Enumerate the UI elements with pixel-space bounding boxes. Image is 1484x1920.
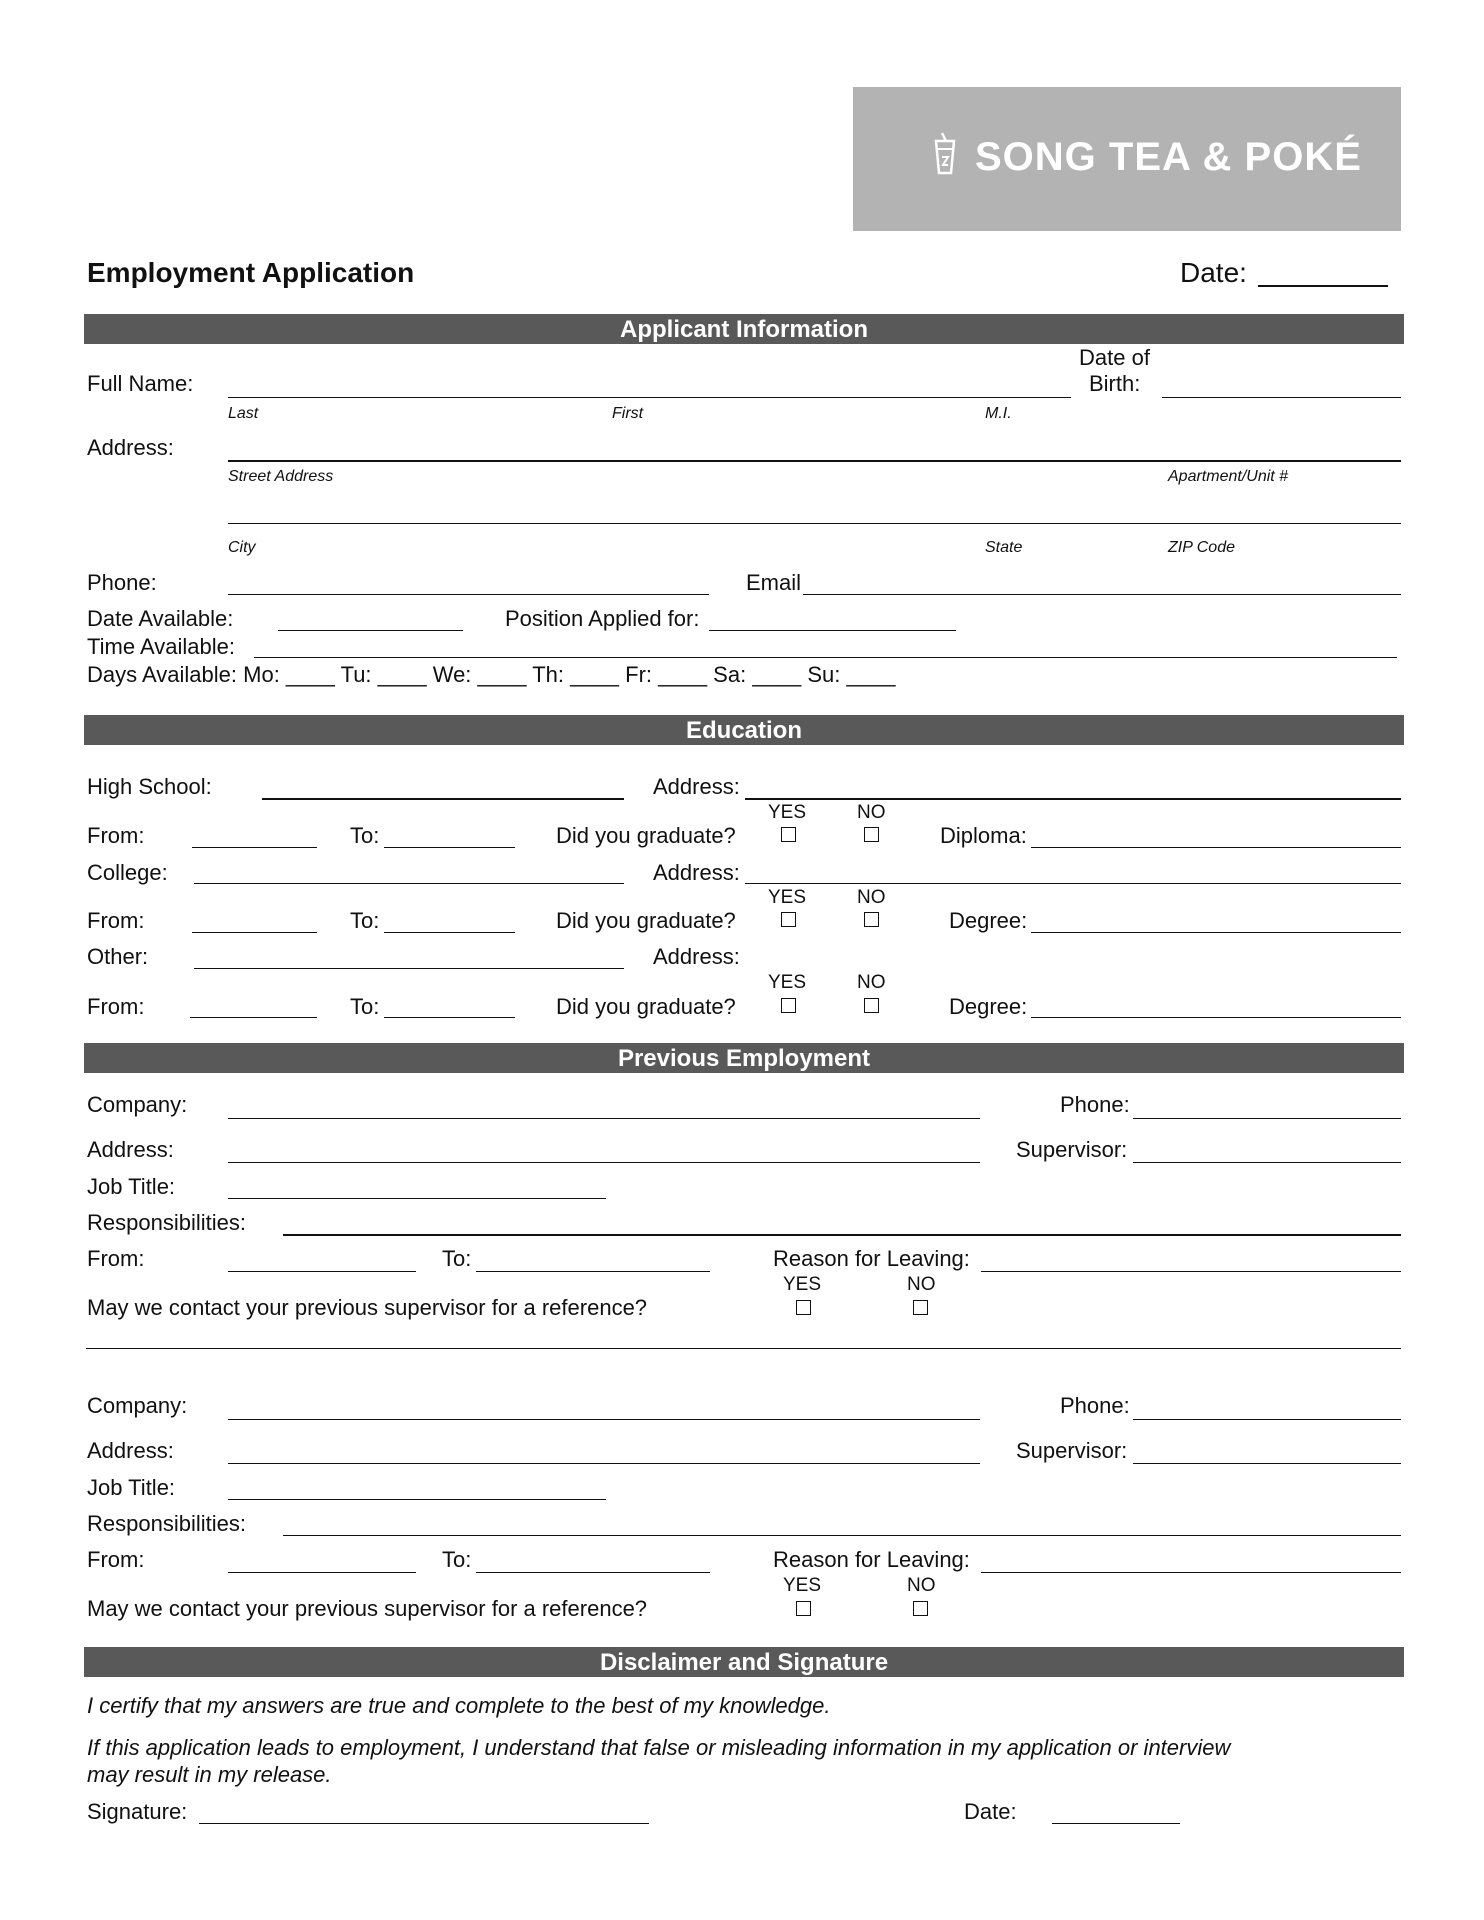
contact-yes-checkbox[interactable] <box>796 1601 811 1616</box>
contact-no-checkbox[interactable] <box>913 1601 928 1616</box>
other-graduate-yes-checkbox[interactable] <box>781 998 796 1013</box>
job-title-line[interactable] <box>228 1499 606 1500</box>
contact-question: May we contact your previous supervisor for a reference? <box>87 1295 648 1320</box>
position-label: Position Applied for: <box>505 606 700 631</box>
section-header-education: Education <box>84 715 1404 745</box>
employer-phone-line[interactable] <box>1133 1118 1401 1119</box>
phone-label: Phone: <box>87 570 157 595</box>
responsibilities-label: Responsibilities: <box>87 1511 246 1536</box>
contact-no-checkbox[interactable] <box>913 1300 928 1315</box>
no-caption: NO <box>857 972 886 993</box>
employment-to-line[interactable] <box>476 1271 710 1272</box>
disclaimer-release-line1: If this application leads to employment, I understand that false or misleading information in my application or interview <box>87 1735 1231 1760</box>
employer-phone-label: Phone: <box>1060 1092 1130 1117</box>
reason-leaving-label: Reason for Leaving: <box>773 1246 970 1271</box>
street-address-caption: Street Address <box>228 468 334 485</box>
signature-line[interactable] <box>199 1823 649 1824</box>
job-title-label: Job Title: <box>87 1174 176 1199</box>
full-name-label: Full Name: <box>87 371 194 396</box>
date-available-line[interactable] <box>278 630 463 631</box>
college-label: College: <box>87 860 168 885</box>
email-line[interactable] <box>803 594 1401 595</box>
yes-caption: YES <box>768 802 807 823</box>
other-address-label: Address: <box>653 944 740 969</box>
college-to-line[interactable] <box>384 932 515 933</box>
employer-address-label: Address: <box>87 1438 174 1463</box>
other-label: Other: <box>87 944 149 969</box>
other-from-label: From: <box>87 994 145 1019</box>
zip-caption: ZIP Code <box>1168 539 1235 556</box>
disclaimer-release-line2: may result in my release. <box>87 1762 332 1787</box>
hs-graduate-label: Did you graduate? <box>556 823 736 848</box>
other-degree-label: Degree: <box>949 994 1028 1019</box>
company-label: Company: <box>87 1393 188 1418</box>
supervisor-label: Supervisor: <box>1016 1438 1128 1463</box>
yes-caption: YES <box>768 887 807 908</box>
signature-date-label: Date: <box>964 1799 1017 1824</box>
supervisor-line[interactable] <box>1133 1463 1401 1464</box>
disclaimer-certify: I certify that my answers are true and complete to the best of my knowledge. <box>87 1693 831 1718</box>
other-from-line[interactable] <box>190 1017 317 1018</box>
phone-line[interactable] <box>228 594 709 595</box>
job-title-line[interactable] <box>228 1198 606 1199</box>
section-header-applicant: Applicant Information <box>84 314 1404 344</box>
dob-line[interactable] <box>1162 397 1401 398</box>
page-title: Employment Application <box>87 257 415 288</box>
street-address-line[interactable] <box>228 460 1401 462</box>
header-date-line[interactable] <box>1258 285 1388 287</box>
header-date-label: Date: <box>1180 257 1247 288</box>
other-line[interactable] <box>194 968 624 969</box>
high-school-address-label: Address: <box>653 774 740 799</box>
tea-cup-icon <box>933 131 957 177</box>
section-header-disclaimer: Disclaimer and Signature <box>84 1647 1404 1677</box>
yes-caption: YES <box>768 972 807 993</box>
address-label: Address: <box>87 435 174 460</box>
reason-leaving-label: Reason for Leaving: <box>773 1547 970 1572</box>
time-available-line[interactable] <box>254 657 1397 658</box>
college-from-line[interactable] <box>192 932 317 933</box>
employment-from-label: From: <box>87 1547 145 1572</box>
hs-from-label: From: <box>87 823 145 848</box>
yes-caption: YES <box>783 1575 822 1596</box>
other-to-line[interactable] <box>384 1017 515 1018</box>
company-line[interactable] <box>228 1419 980 1420</box>
no-caption: NO <box>857 802 886 823</box>
employment-to-label: To: <box>442 1547 472 1572</box>
hs-graduate-no-checkbox[interactable] <box>864 827 879 842</box>
high-school-label: High School: <box>87 774 212 799</box>
no-caption: NO <box>907 1274 936 1295</box>
hs-graduate-yes-checkbox[interactable] <box>781 827 796 842</box>
date-available-label: Date Available: <box>87 606 234 631</box>
last-name-caption: Last <box>228 405 259 422</box>
other-graduate-no-checkbox[interactable] <box>864 998 879 1013</box>
employer-phone-label: Phone: <box>1060 1393 1130 1418</box>
diploma-label: Diploma: <box>940 823 1027 848</box>
contact-question: May we contact your previous supervisor for a reference? <box>87 1596 648 1621</box>
state-caption: State <box>985 539 1023 556</box>
high-school-address-line[interactable] <box>745 798 1401 800</box>
company-line[interactable] <box>228 1118 980 1119</box>
city-caption: City <box>228 539 256 556</box>
responsibilities-label: Responsibilities: <box>87 1210 246 1235</box>
no-caption: NO <box>857 887 886 908</box>
employment-from-label: From: <box>87 1246 145 1271</box>
other-graduate-label: Did you graduate? <box>556 994 736 1019</box>
diploma-line[interactable] <box>1031 847 1401 848</box>
college-graduate-label: Did you graduate? <box>556 908 736 933</box>
other-to-label: To: <box>350 994 380 1019</box>
first-name-caption: First <box>612 405 644 422</box>
responsibilities-line[interactable] <box>283 1535 1401 1536</box>
yes-caption: YES <box>783 1274 822 1295</box>
supervisor-line[interactable] <box>1133 1162 1401 1163</box>
middle-initial-caption: M.I. <box>985 405 1012 422</box>
employment-from-line[interactable] <box>228 1271 416 1272</box>
employer-divider <box>86 1348 1401 1349</box>
employer-address-line[interactable] <box>228 1463 980 1464</box>
college-address-line[interactable] <box>745 883 1401 884</box>
apartment-caption: Apartment/Unit # <box>1168 468 1289 485</box>
full-name-line[interactable] <box>228 397 1071 398</box>
position-line[interactable] <box>709 630 956 631</box>
reason-leaving-line[interactable] <box>981 1271 1401 1272</box>
days-available[interactable]: Days Available: Mo: ____ Tu: ____ We: ____ Th: ____ Fr: ____ Sa: ____ Su: ____ <box>87 662 896 687</box>
employment-from-line[interactable] <box>228 1572 416 1573</box>
company-label: Company: <box>87 1092 188 1117</box>
signature-date-line[interactable] <box>1052 1823 1180 1824</box>
college-degree-label: Degree: <box>949 908 1028 933</box>
employer-address-label: Address: <box>87 1137 174 1162</box>
job-title-label: Job Title: <box>87 1475 176 1500</box>
other-degree-line[interactable] <box>1031 1017 1401 1018</box>
dob-label-line1: Date of <box>1079 345 1150 370</box>
signature-label: Signature: <box>87 1799 188 1824</box>
hs-from-line[interactable] <box>192 847 317 848</box>
supervisor-label: Supervisor: <box>1016 1137 1128 1162</box>
hs-to-label: To: <box>350 823 380 848</box>
high-school-line[interactable] <box>262 798 624 800</box>
college-graduate-no-checkbox[interactable] <box>864 912 879 927</box>
contact-yes-checkbox[interactable] <box>796 1300 811 1315</box>
reason-leaving-line[interactable] <box>981 1572 1401 1573</box>
college-address-label: Address: <box>653 860 740 885</box>
email-label: Email <box>746 570 802 595</box>
logo-banner <box>853 87 1401 231</box>
college-to-label: To: <box>350 908 380 933</box>
college-from-label: From: <box>87 908 145 933</box>
employment-to-line[interactable] <box>476 1572 710 1573</box>
employment-to-label: To: <box>442 1246 472 1271</box>
section-header-employment: Previous Employment <box>84 1043 1404 1073</box>
dob-label-line2: Birth: <box>1089 371 1141 396</box>
employer-address-line[interactable] <box>228 1162 980 1163</box>
employer-phone-line[interactable] <box>1133 1419 1401 1420</box>
college-graduate-yes-checkbox[interactable] <box>781 912 796 927</box>
city-state-zip-line[interactable] <box>228 523 1401 524</box>
college-line[interactable] <box>194 883 624 884</box>
hs-to-line[interactable] <box>384 847 515 848</box>
college-degree-line[interactable] <box>1031 932 1401 933</box>
responsibilities-line[interactable] <box>283 1234 1401 1236</box>
no-caption: NO <box>907 1575 936 1596</box>
time-available-label: Time Available: <box>87 634 235 659</box>
brand-name: SONG TEA & POKÉ <box>975 135 1362 179</box>
